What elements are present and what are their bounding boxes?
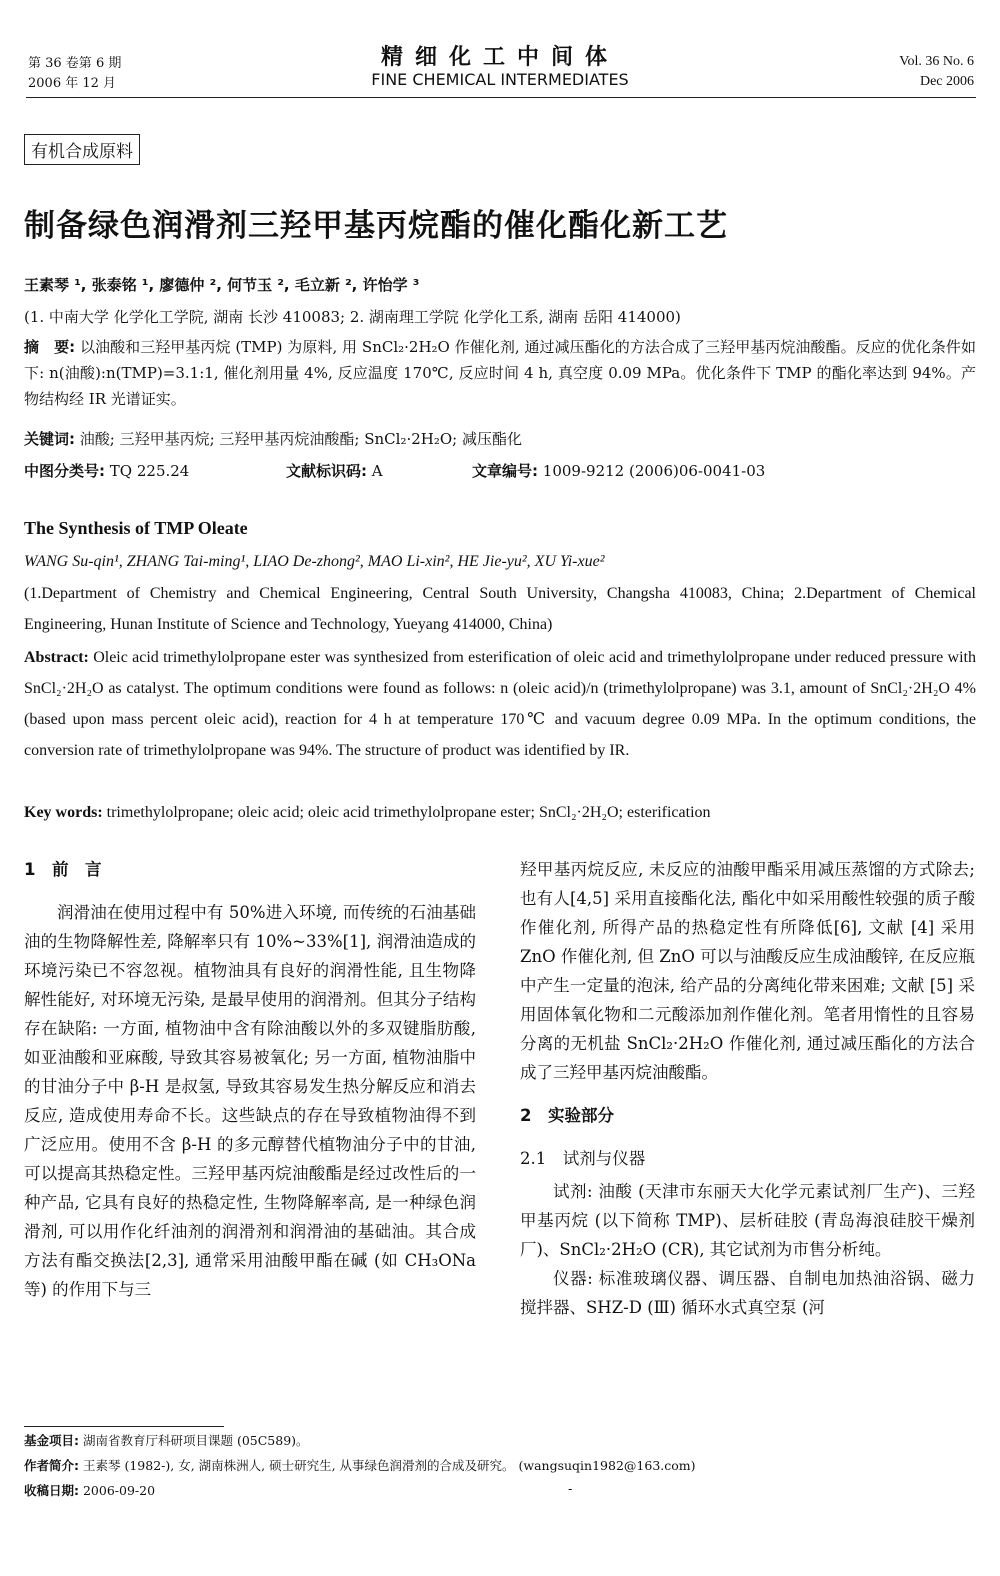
journal-title-en: FINE CHEMICAL INTERMEDIATES xyxy=(371,70,629,89)
reagents-paragraph: 试剂: 油酸 (天津市东丽天大化学元素试剂厂生产)、三羟甲基丙烷 (以下简称 TMP)、层析硅胶 (青岛海浪硅胶干燥剂厂)、SnCl₂·2H₂O (CR), 其它试剂为市售分析纯。 xyxy=(520,1182,975,1259)
volume-issue-en: Vol. 36 No. 6 xyxy=(899,54,974,69)
keywords-label: 关键词: xyxy=(24,430,75,448)
abstract-cn xyxy=(24,334,976,412)
author-footnote: 作者简介: 王素琴 (1982-), 女, 湖南株洲人, 硕士研究生, 从事绿色润滑剂的合成及研究。 (wangsuqin1982@163.com) xyxy=(24,1458,696,1473)
author-list: 王素琴 ¹, 张泰铭 ¹, 廖德仲 ², 何节玉 ², 毛立新 ², 许怡学 ³ xyxy=(24,276,420,294)
document-code: 文献标识码: A xyxy=(286,462,383,480)
english-abstract-text: Oleic acid trimethylolpropane ester was synthesized from esterification of oleic acid and trimethylolpropane under reduced pressure with SnCl₂·2H₂O as catalyst. The optimum conditions were found as follows: n (oleic acid)/n (trimethylolpropane) was 3.1, amount of SnCl₂·2H₂O 4% (based upon mass percent oleic acid), reaction for 4 h at temperature 170℃ and vacuum degree 0.09 MPa. In the optimum conditions, the conversion rate of trimethylolpropane was 94%. The structure of product was identified by IR. xyxy=(24,649,977,759)
date-cn: 2006 年 12 月 xyxy=(28,76,117,91)
classification-line xyxy=(24,458,976,484)
volume-issue-cn: 第 36 卷第 6 期 xyxy=(28,56,122,71)
section-2-1-heading: 2.1 试剂与仪器 xyxy=(520,1149,646,1168)
english-keywords xyxy=(24,797,711,828)
fund-footnote: 基金项目: 湖南省教育厅科研项目课题 (05C589)。 xyxy=(24,1433,309,1448)
article-number: 文章编号: 1009-9212 (2006)06-0041-03 xyxy=(472,462,766,480)
keywords-cn xyxy=(24,426,522,452)
section-1-paragraph: 润滑油在使用过程中有 50%进入环境, 而传统的石油基础油的生物降解性差, 降解率只有 10%~33%[1], 润滑油造成的环境污染已不容忽视。植物油具有良好的润滑性能, 且生物降解性能好, 对环境无污染, 是最早使用的润滑剂。但其分子结构存在缺陷: 一方面, 植物油中含有除油酸以外的多双键脂肪酸, 如亚油酸和亚麻酸, 导致其容易被氧化; 另一方面, 植物油脂中的甘油分子中 β-H 是叔氢, 导致其容易发生热分解反应和消去反应, 造成使用寿命不长。这些缺点的存在导致植物油得不到广泛应用。使用不含 β-H 的多元醇替代植物油分子中的甘油, 可以提高其热稳定性。三羟甲基丙烷油酸酯是经过改性后的一种产品, 它具有良好的热稳定性, 生物降解率高, 是一种绿色润滑剂, 可以用作化纤油剂的润滑剂和润滑油的基础油。其合成方法有酯交换法[2,3], 通常采用油酸甲酯在碱 (如 CH₃ONa 等) 的作用下与三 xyxy=(24,903,476,1299)
clc-number: 中图分类号: TQ 225.24 xyxy=(24,462,190,480)
journal-title-cn: 精细化工中间体 xyxy=(380,45,619,70)
english-abstract-label: Abstract: xyxy=(24,649,89,666)
paper-title: 制备绿色润滑剂三羟甲基丙烷酯的催化酯化新工艺 xyxy=(24,208,728,244)
header-rule xyxy=(26,97,976,98)
footnote-rule xyxy=(24,1426,224,1427)
footnotes xyxy=(24,1428,964,1503)
right-column xyxy=(520,855,975,1322)
section-2-heading: 2 实验部分 xyxy=(520,1106,614,1125)
instruments-paragraph: 仪器: 标准玻璃仪器、调压器、自制电加热油浴锅、磁力搅拌器、SHZ-D (Ⅲ) 循环水式真空泵 (河 xyxy=(520,1269,975,1317)
affiliations: (1. 中南大学 化学化工学院, 湖南 长沙 410083; 2. 湖南理工学院 化学化工系, 湖南 岳阳 414000) xyxy=(24,308,681,326)
english-authors: WANG Su-qin¹, ZHANG Tai-ming¹, LIAO De-zhong², MAO Li-xin², HE Jie-yu², XU Yi-xue² xyxy=(24,553,605,570)
date-en: Dec 2006 xyxy=(919,74,974,89)
section-1-continued: 羟甲基丙烷反应, 未反应的油酸甲酯采用减压蒸馏的方式除去; 也有人[4,5] 采用直接酯化法, 酯化中如采用酸性较强的质子酸作催化剂, 所得产品的热稳定性有所降低[6], 文献 [4] 采用 ZnO 作催化剂, 但 ZnO 可以与油酸反应生成油酸锌, 在反应瓶中产生一定量的泡沫, 给产品的分离纯化带来困难; 文献 [5] 采用固体氧化物和二元酸添加剂作催化剂。笔者用惰性的且容易分离的无机盐 SnCl₂·2H₂O 作催化剂, 通过减压酯化的方法合成了三羟甲基丙烷油酸酯。 xyxy=(520,860,975,1082)
english-keywords-label: Key words: xyxy=(24,804,103,821)
section-1-heading: 1 前 言 xyxy=(24,860,102,879)
page-mark: - xyxy=(568,1482,573,1497)
english-affiliations: (1.Department of Chemistry and Chemical Engineering, Central South University, Changsha 410083, China; 2.Department of Chemical Engineering, Hunan Institute of Science and Technology, Yueyang 414000, China) xyxy=(24,585,976,633)
left-column xyxy=(24,855,476,1304)
english-title: The Synthesis of TMP Oleate xyxy=(24,518,248,538)
english-abstract xyxy=(24,642,976,766)
english-keywords-text: trimethylolpropane; oleic acid; oleic acid trimethylolpropane ester; SnCl₂·2H₂O; esterification xyxy=(106,804,711,821)
abstract-label: 摘 要: xyxy=(24,338,76,356)
received-footnote: 收稿日期: 2006-09-20 xyxy=(24,1483,156,1498)
column-tag: 有机合成原料 xyxy=(24,134,140,165)
abstract-text: 以油酸和三羟甲基丙烷 (TMP) 为原料, 用 SnCl₂·2H₂O 作催化剂, 通过减压酯化的方法合成了三羟甲基丙烷油酸酯。反应的优化条件如下: n(油酸):n(TMP)=3.1:1, 催化剂用量 4%, 反应温度 170℃, 反应时间 4 h, 真空度 0.09 MPa。优化条件下 TMP 的酯化率达到 94%。产物结构经 IR 光谱证实。 xyxy=(24,338,976,408)
keywords-text: 油酸; 三羟甲基丙烷; 三羟甲基丙烷油酸酯; SnCl₂·2H₂O; 减压酯化 xyxy=(79,430,522,448)
